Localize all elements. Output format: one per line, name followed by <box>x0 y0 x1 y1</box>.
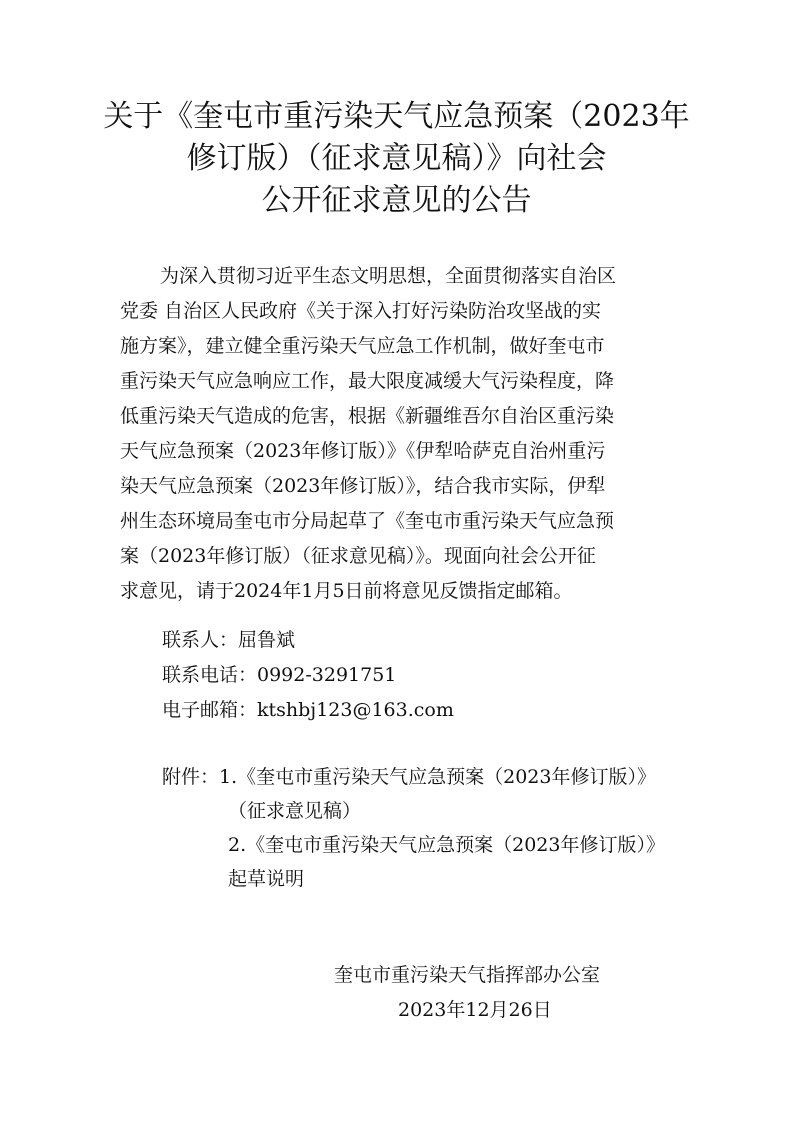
body-line: 施方案》，建立健全重污染天气应急工作机制，做好奎屯市 <box>120 335 605 357</box>
document-title <box>100 96 693 222</box>
body-line: 重污染天气应急响应工作，最大限度减缓大气污染程度，降 <box>120 370 615 392</box>
attachment-1: 附件：1.《奎屯市重污染天气应急预案（2023年修订版）》 <box>162 766 656 788</box>
attachment-1-cont: （征求意见稿） <box>228 800 362 822</box>
signature-block <box>300 958 680 1028</box>
body-line: 求意见，请于2024年1月5日前将意见反馈指定邮箱。 <box>120 580 573 602</box>
body-paragraph <box>120 259 675 609</box>
attachment-2: 2.《奎屯市重污染天气应急预案（2023年修订版）》 <box>228 834 665 856</box>
body-line: 党委 自治区人民政府《关于深入打好污染防治攻坚战的实 <box>120 300 602 322</box>
title-line: 公开征求意见的公告 <box>261 183 532 218</box>
body-line: 州生态环境局奎屯市分局起草了《奎屯市重污染天气应急预 <box>120 510 615 532</box>
contact-block <box>162 623 454 728</box>
body-line: 低重污染天气造成的危害，根据《新疆维吾尔自治区重污染 <box>120 405 615 427</box>
contact-email: 电子邮箱：ktshbj123@163.com <box>162 699 454 721</box>
title-line: 关于《奎屯市重污染天气应急预案（2023年 <box>103 99 690 134</box>
attachment-2-cont: 起草说明 <box>228 868 305 890</box>
contact-phone: 联系电话：0992-3291751 <box>162 664 397 686</box>
body-line: 案（2023年修订版）（征求意见稿）》。现面向社会公开征 <box>120 545 596 567</box>
issue-date: 2023年12月26日 <box>398 999 552 1021</box>
body-line: 天气应急预案（2023年修订版）》《伊犁哈萨克自治州重污 <box>120 440 606 462</box>
contact-person: 联系人：屈鲁斌 <box>162 629 296 651</box>
body-line: 染天气应急预案（2023年修订版）》，结合我市实际，伊犁 <box>120 475 606 497</box>
body-line: 为深入贯彻习近平生态文明思想，全面贯彻落实自治区 <box>160 265 617 287</box>
attachments-block <box>162 760 665 896</box>
title-line: 修订版）（征求意见稿）》向社会 <box>186 141 607 176</box>
issuing-organization: 奎屯市重污染天气指挥部办公室 <box>334 964 601 986</box>
